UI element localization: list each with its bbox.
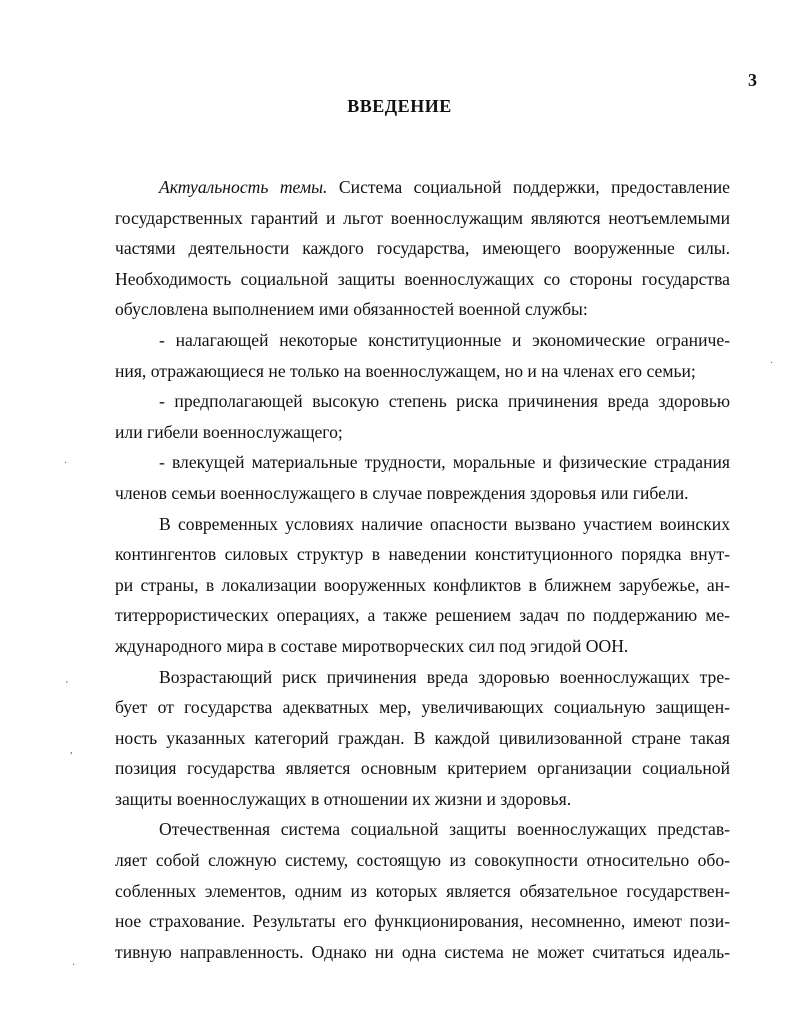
list-item-hardship — [115, 447, 730, 508]
text-line: государственных гарантий и льгот военнослужащим являются неотъемлемыми — [115, 207, 730, 228]
text-line: - предполагающей высокую степень риска причинения вреда здоровью — [159, 391, 730, 412]
text-line: ри страны, в локализации вооруженных конфликтов в ближнем зарубежье, ан- — [115, 574, 730, 595]
text-line: контингентов силовых структур в наведении конституционного порядка внут- — [115, 544, 730, 565]
text-line: ждународного мира в составе миротворческих сил под эгидой ООН. — [115, 635, 629, 656]
list-item-risk — [115, 386, 730, 447]
scan-speck: , — [70, 745, 73, 756]
text-line: - влекущей материальные трудности, моральные и физические страдания — [159, 452, 730, 473]
text-line: ное страхование. Результаты его функционирования, несомненно, имеют пози- — [115, 911, 730, 932]
paragraph-growing-risk — [115, 662, 730, 815]
text-line: защиты военнослужащих в отношении их жизни и здоровья. — [115, 788, 572, 809]
paragraph-domestic-system — [115, 814, 730, 967]
scan-speck: · — [770, 358, 774, 369]
text-line: бует от государства адекватных мер, увеличивающих социальную защищен- — [115, 697, 730, 718]
text-line: Актуальность темы. Система социальной поддержки, предоставление — [159, 177, 730, 197]
text-line: титеррористических операциях, а также решением задач по поддержанию ме- — [115, 605, 730, 626]
text-line: обусловлена выполнением ими обязанностей военной службы: — [115, 299, 588, 320]
text-line: ния, отражающиеся не только на военнослужащем, но и на членах его семьи; — [115, 360, 696, 381]
text-line: позиция государства является основным критерием организации социальной — [115, 758, 730, 779]
text-line: частями деятельности каждого государства, имеющего вооруженные силы. — [115, 238, 730, 259]
paragraph-modern-conditions — [115, 509, 730, 662]
list-item-restrictions — [115, 325, 730, 386]
text-line: ность указанных категорий граждан. В каждой цивилизованной стране такая — [115, 727, 730, 748]
scan-speck: ' — [66, 680, 68, 691]
paragraph-relevance — [115, 172, 730, 325]
text-line: Возрастающий риск причинения вреда здоровью военнослужащих тре- — [159, 666, 730, 687]
page-number: 3 — [748, 70, 757, 90]
section-title: ВВЕДЕНИЕ — [347, 96, 452, 116]
text-line: собленных элементов, одним из которых является обязательное государствен- — [115, 880, 730, 901]
text-line: В современных условиях наличие опасности вызвано участием воинских — [159, 513, 730, 534]
text-line: - налагающей некоторые конституционные и экономические ограниче- — [159, 329, 730, 350]
scan-speck: · — [72, 960, 76, 971]
text-line: членов семьи военнослужащего в случае повреждения здоровья или гибели. — [115, 482, 689, 503]
text-line: или гибели военнослужащего; — [115, 421, 343, 442]
document-body — [115, 172, 730, 967]
text-line: тивную направленность. Однако ни одна система не может считаться идеаль- — [115, 941, 730, 962]
text-line: Отечественная система социальной защиты военнослужащих представ- — [159, 819, 730, 840]
relevance-lead: Актуальность темы. — [159, 177, 328, 197]
scan-speck: · — [64, 458, 68, 469]
text-line: ляет собой сложную систему, состоящую из совокупности относительно обо- — [115, 850, 730, 871]
text-line: Необходимость социальной защиты военнослужащих со стороны государства — [115, 268, 730, 289]
